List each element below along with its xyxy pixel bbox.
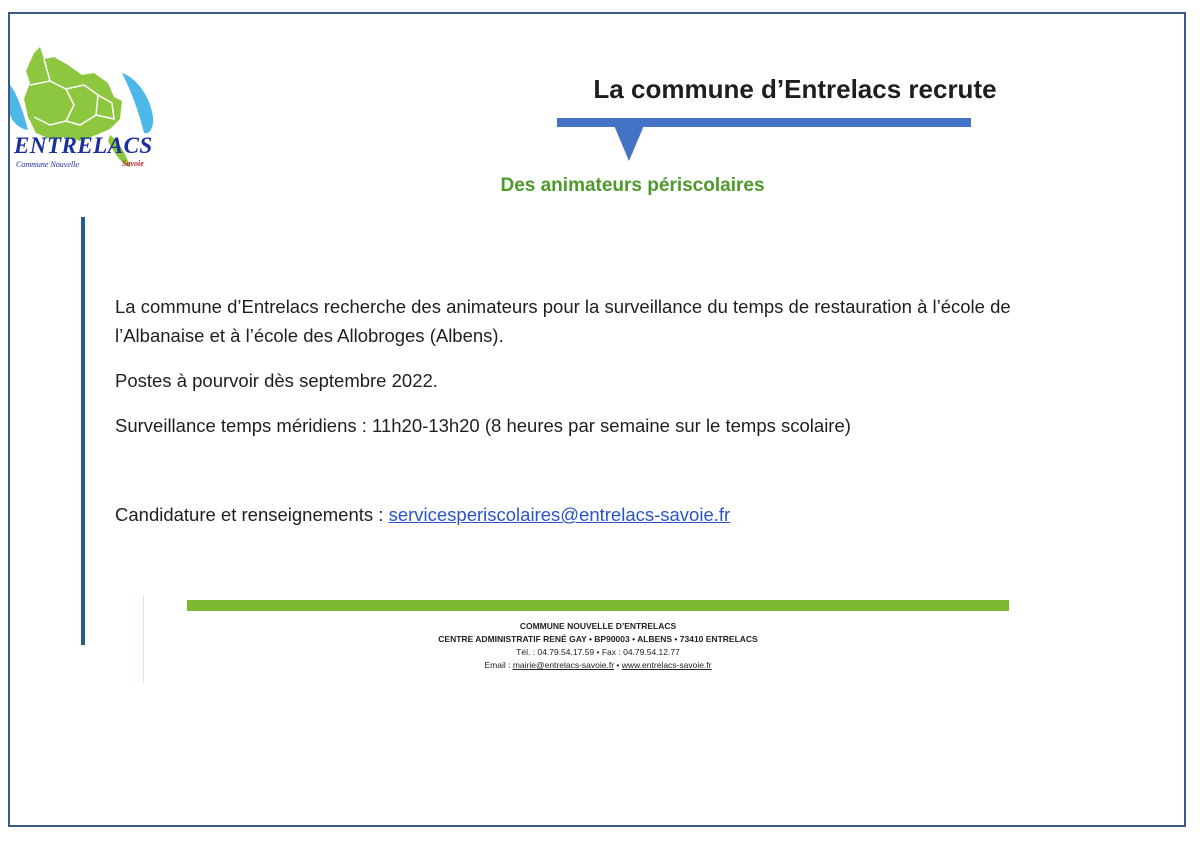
contact-email-link[interactable]: servicesperiscolaires@entrelacs-savoie.fr: [388, 504, 731, 525]
footer-phone: Tél. : 04.79.54.17.59 • Fax : 04.79.54.12.77: [516, 647, 680, 657]
logo-region: Savoie: [122, 159, 144, 168]
job-subtitle: Des animateurs périscolaires: [500, 175, 765, 196]
footer-address: CENTRE ADMINISTRATIF RENÉ GAY • BP90003 • ALBENS • 73410 ENTRELACS: [438, 634, 758, 644]
job-description: [115, 292, 1085, 456]
footer-email-link[interactable]: mairie@entrelacs-savoie.fr: [512, 660, 615, 670]
start-date-paragraph: Postes à pourvoir dès septembre 2022.: [115, 370, 438, 391]
footer-email-label: Email :: [484, 660, 513, 670]
vertical-accent-rule: [81, 217, 85, 645]
footer-website-link[interactable]: www.entrelacs-savoie.fr: [621, 660, 712, 670]
contact-line: [115, 504, 730, 526]
footer-separator: •: [614, 660, 622, 670]
footer-edge-line: [143, 595, 144, 683]
contact-label: Candidature et renseignements :: [115, 504, 389, 525]
schedule-paragraph: Surveillance temps méridiens : 11h20-13h20 (8 heures par semaine sur le temps scolaire): [115, 415, 851, 436]
logo-subtitle: Commune Nouvelle: [16, 160, 79, 169]
page-title: La commune d’Entrelacs recrute: [593, 74, 997, 104]
footer-green-bar: [187, 600, 1009, 611]
entrelacs-logo: [10, 45, 160, 175]
logo-name: ENTRELACS: [14, 133, 153, 158]
footer-letterhead: [187, 620, 1009, 672]
footer-contact: [187, 659, 1009, 672]
description-paragraph: La commune d’Entrelacs recherche des animateurs pour la surveillance du temps de restauration à l’école de l’Albanaise et à l’école des Allobroges (Albens).: [115, 296, 1011, 346]
title-underline-pointer: [557, 118, 973, 164]
footer-title: COMMUNE NOUVELLE D’ENTRELACS: [519, 621, 677, 631]
